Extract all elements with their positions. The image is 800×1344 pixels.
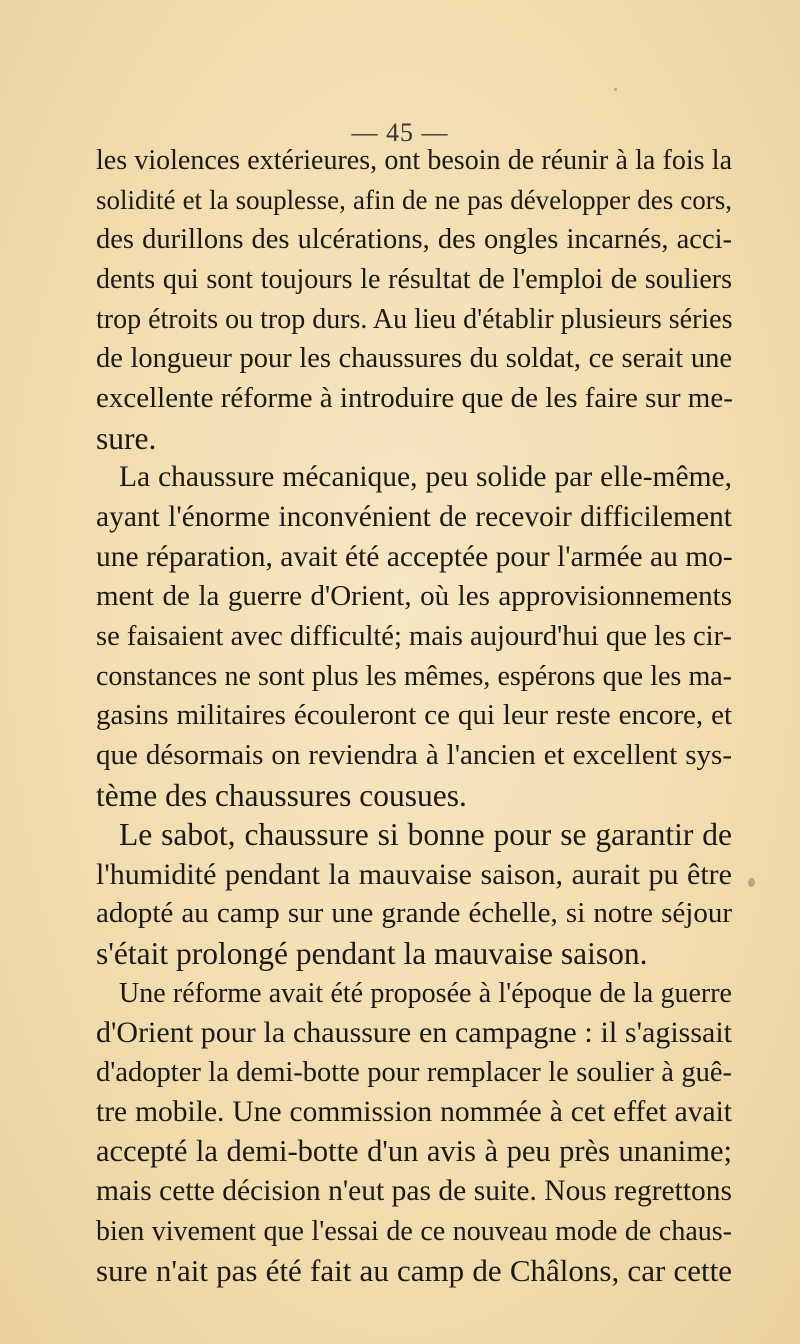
text-line: une réparation, avait été acceptée pour l'armée au mo- — [96, 540, 733, 573]
text-line: de longueur pour les chaussures du soldat, ce serait une — [96, 343, 732, 375]
text-line: que désormais on reviendra à l'ancien et excellent sys- — [96, 738, 732, 771]
text-line: Le sabot, chaussure si bonne pour se garantir de — [119, 817, 732, 853]
text-line: les violences extérieures, ont besoin de réunir à la fois la — [96, 145, 732, 176]
text-line: ment de la guerre d'Orient, où les approvisionnements — [96, 580, 732, 613]
paragraph-1 — [96, 141, 732, 458]
page-number: — 45 — — [351, 118, 449, 147]
text-line: Une réforme avait été proposée à l'époque de la guerre — [119, 977, 732, 1009]
text-line: excellente réforme à introduire que de les faire sur me- — [96, 381, 733, 414]
paragraph-3 — [96, 815, 732, 974]
paper-blemish — [748, 878, 755, 887]
text-line: sure n'ait pas été fait au camp de Châlons, car cette — [96, 1253, 732, 1289]
text-line: tème des chaussures cousues. — [96, 777, 467, 813]
text-line: des durillons des ulcérations, des ongles incarnés, acci- — [96, 224, 732, 256]
text-line: l'humidité pendant la mauvaise saison, aurait pu être — [96, 857, 732, 891]
body-text — [96, 141, 732, 1291]
text-line: mais cette décision n'eut pas de suite. Nous regrettons — [96, 1175, 732, 1208]
text-line: sure. — [96, 420, 157, 456]
text-line: trop étroits ou trop durs. Au lieu d'établir plusieurs séries — [96, 303, 733, 335]
text-line: constances ne sont plus les mêmes, espérons que les ma- — [96, 660, 732, 692]
text-line: bien vivement que l'essai de ce nouveau mode de chaus- — [96, 1215, 732, 1247]
text-line: accepté la demi-botte d'un avis à peu près unanime; — [96, 1134, 732, 1169]
paragraph-4 — [96, 974, 732, 1291]
paper-blemish — [614, 88, 617, 91]
text-line: d'adopter la demi-botte pour remplacer le soulier à guê- — [96, 1057, 732, 1089]
text-line: ayant l'énorme inconvénient de recevoir difficilement — [96, 500, 732, 533]
text-line: La chaussure mécanique, peu solide par elle-même, — [119, 461, 732, 494]
text-line: s'était prolongé pendant la mauvaise saison. — [96, 936, 648, 972]
text-line: gasins militaires écouleront ce qui leur reste encore, et — [96, 699, 732, 732]
text-line: se faisaient avec difficulté; mais aujourd'hui que les cir- — [96, 620, 732, 652]
paragraph-2 — [96, 458, 732, 815]
text-line: solidité et la souplesse, afin de ne pas développer des cors, — [96, 184, 732, 215]
text-line: adopté au camp sur une grande échelle, si notre séjour — [96, 897, 732, 930]
text-line: d'Orient pour la chaussure en campagne : il s'agissait — [96, 1016, 732, 1050]
text-line: tre mobile. Une commission nommée à cet effet avait — [96, 1095, 732, 1128]
text-line: dents qui sont toujours le résultat de l'emploi de souliers — [96, 263, 732, 295]
